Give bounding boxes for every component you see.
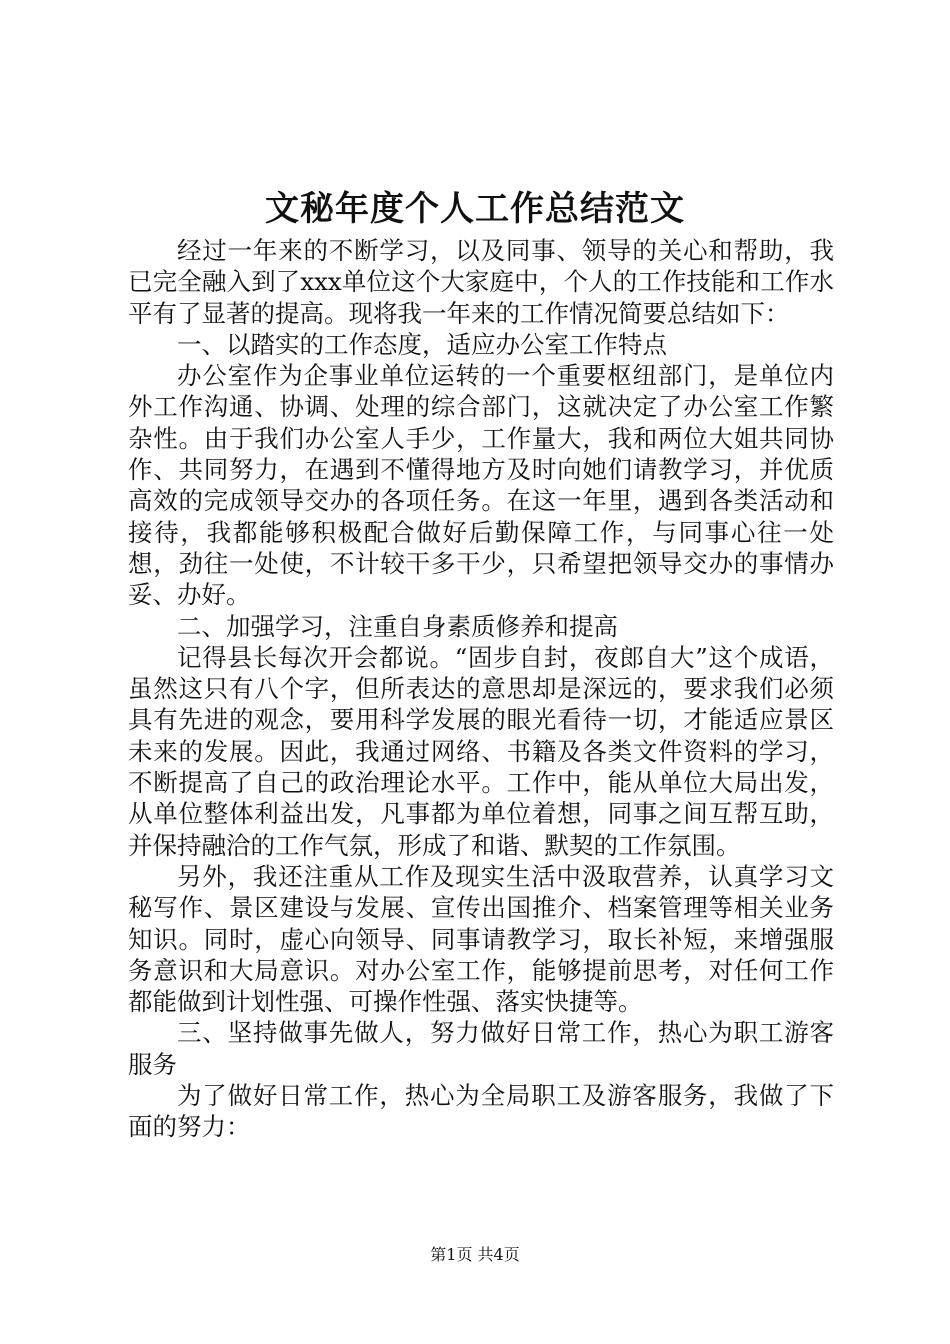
paragraph-section-3: 为了做好日常工作，热心为全局职工及游客服务，我做了下面的努力： [128,1081,834,1142]
paragraph-section-2b: 另外，我还注重从工作及现实生活中汲取营养，认真学习文秘写作、景区建设与发展、宣传出国推介、档案管理等相关业务知识。同时，虚心向领导、同事请教学习，取长补短，来增强服务意识和大局意识。对办公室工作，能够提前思考，对任何工作都能做到计划性强、可操作性强、落实快捷等。 [128,861,834,1017]
section-heading-1: 一、以踏实的工作态度，适应办公室工作特点 [177,329,667,359]
page-footer: 第1页 共4页 [430,1245,520,1264]
section-heading-2: 二、加强学习，注重自身素质修养和提高 [177,611,618,641]
document-title: 文秘年度个人工作总结范文 [265,189,685,229]
paragraph-section-2a: 记得县长每次开会都说。“固步自封，夜郎自大”这个成语，虽然这只有八个字，但所表达的意思却是深远的，要求我们必须具有先进的观念，要用科学发展的眼光看待一切，才能适应景区未来的发展。因此，我通过网络、书籍及各类文件资料的学习，不断提高了自己的政治理论水平。工作中，能从单位大局出发，从单位整体利益出发，凡事都为单位着想，同事之间互帮互助，并保持融洽的工作气氛，形成了和谐、默契的工作氛围。 [128,642,834,860]
section-heading-3: 三、坚持做事先做人，努力做好日常工作，热心为职工游客服务 [128,1018,834,1079]
document-body [128,235,834,1143]
paragraph-section-1: 办公室作为企事业单位运转的一个重要枢纽部门，是单位内外工作沟通、协调、处理的综合部门，这就决定了办公室工作繁杂性。由于我们办公室人手少，工作量大，我和两位大姐共同协作、共同努力，在遇到不懂得地方及时向她们请教学习，并优质高效的完成领导交办的各项任务。在这一年里，遇到各类活动和接待，我都能够积极配合做好后勤保障工作，与同事心往一处想，劲往一处使，不计较干多干少，只希望把领导交办的事情办妥、办好。 [128,361,834,610]
paragraph-intro: 经过一年来的不断学习，以及同事、领导的关心和帮助，我已完全融入到了xxx单位这个大家庭中，个人的工作技能和工作水平有了显著的提高。现将我一年来的工作情况简要总结如下： [128,236,834,328]
